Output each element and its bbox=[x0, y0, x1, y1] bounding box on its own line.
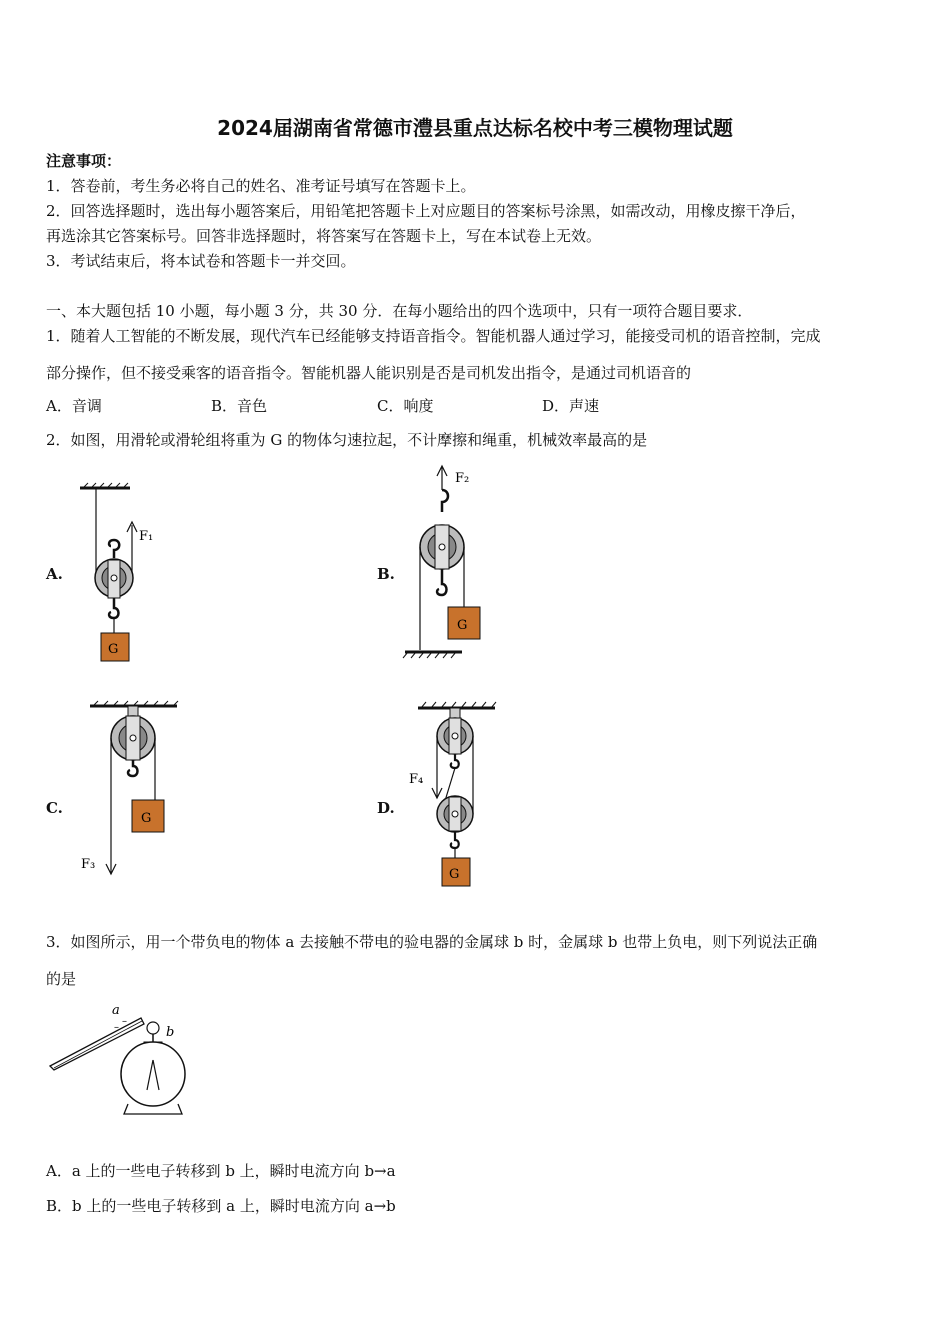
pulley-figure-b bbox=[400, 462, 500, 662]
notice-item: 1．答卷前，考生务必将自己的姓名、准考证号填写在答题卡上。 bbox=[46, 177, 476, 195]
notice-heading: 注意事项： bbox=[46, 152, 122, 170]
q3-stem-line2: 的是 bbox=[46, 970, 77, 988]
electroscope-figure bbox=[46, 1000, 196, 1125]
section-heading: 一、本大题包括 10 小题，每小题 3 分，共 30 分．在每小题给出的四个选项中，只有一项符合题目要求． bbox=[46, 302, 753, 320]
q1-option-d: D．声速 bbox=[542, 397, 600, 415]
q2-label-d: D. bbox=[377, 799, 395, 817]
page-title: 2024届湖南省常德市澧县重点达标名校中考三模物理试题 bbox=[217, 116, 733, 140]
force-label-f4: F₄ bbox=[409, 772, 424, 787]
q3-stem-line1: 3．如图所示，用一个带负电的物体 a 去接触不带电的验电器的金属球 b 时，金属球 b 也带上负电，则下列说法正确 bbox=[46, 933, 818, 951]
weight-label: G bbox=[449, 867, 460, 882]
q3-option-a: A．a 上的一些电子转移到 b 上，瞬时电流方向 b→a bbox=[46, 1162, 396, 1180]
weight-label: G bbox=[141, 811, 152, 826]
notice-item: 3．考试结束后，将本试卷和答题卡一并交回。 bbox=[46, 252, 356, 270]
label-b: b bbox=[166, 1025, 175, 1040]
notice-item: 再选涂其它答案标号。回答非选择题时，将答案写在答题卡上，写在本试卷上无效。 bbox=[46, 227, 602, 245]
notice-item: 2．回答选择题时，选出每小题答案后，用铅笔把答题卡上对应题目的答案标号涂黑，如需改动，用橡皮擦干净后， bbox=[46, 202, 806, 220]
minus-sign-icon: – bbox=[122, 1016, 127, 1027]
q1-option-b: B．音色 bbox=[211, 397, 268, 415]
minus-sign-icon: – bbox=[114, 1022, 119, 1033]
weight-label: G bbox=[457, 618, 468, 633]
q1-option-a: A．音调 bbox=[46, 397, 102, 415]
force-label-f1: F₁ bbox=[139, 529, 154, 544]
q2-label-a: A. bbox=[46, 565, 63, 583]
q1-stem-line2: 部分操作，但不接受乘客的语音指令。智能机器人能识别是否是司机发出指令，是通过司机语音的 bbox=[46, 364, 692, 382]
q3-option-b: B．b 上的一些电子转移到 a 上，瞬时电流方向 a→b bbox=[46, 1197, 396, 1215]
q1-option-c: C．响度 bbox=[377, 397, 434, 415]
q2-label-b: B. bbox=[377, 565, 395, 583]
pulley-figure-c bbox=[75, 698, 195, 883]
pulley-figure-a bbox=[75, 480, 175, 665]
pulley-figure-d bbox=[405, 698, 505, 893]
q2-stem: 2．如图，用滑轮或滑轮组将重为 G 的物体匀速拉起，不计摩擦和绳重，机械效率最高的是 bbox=[46, 431, 648, 449]
weight-label: G bbox=[108, 642, 119, 657]
force-label-f2: F₂ bbox=[455, 471, 470, 486]
label-a: a bbox=[112, 1003, 120, 1018]
q2-label-c: C. bbox=[46, 799, 63, 817]
force-label-f3: F₃ bbox=[81, 857, 96, 872]
q1-stem-line1: 1．随着人工智能的不断发展，现代汽车已经能够支持语音指令。智能机器人通过学习，能接受司机的语音控制，完成 bbox=[46, 327, 821, 345]
